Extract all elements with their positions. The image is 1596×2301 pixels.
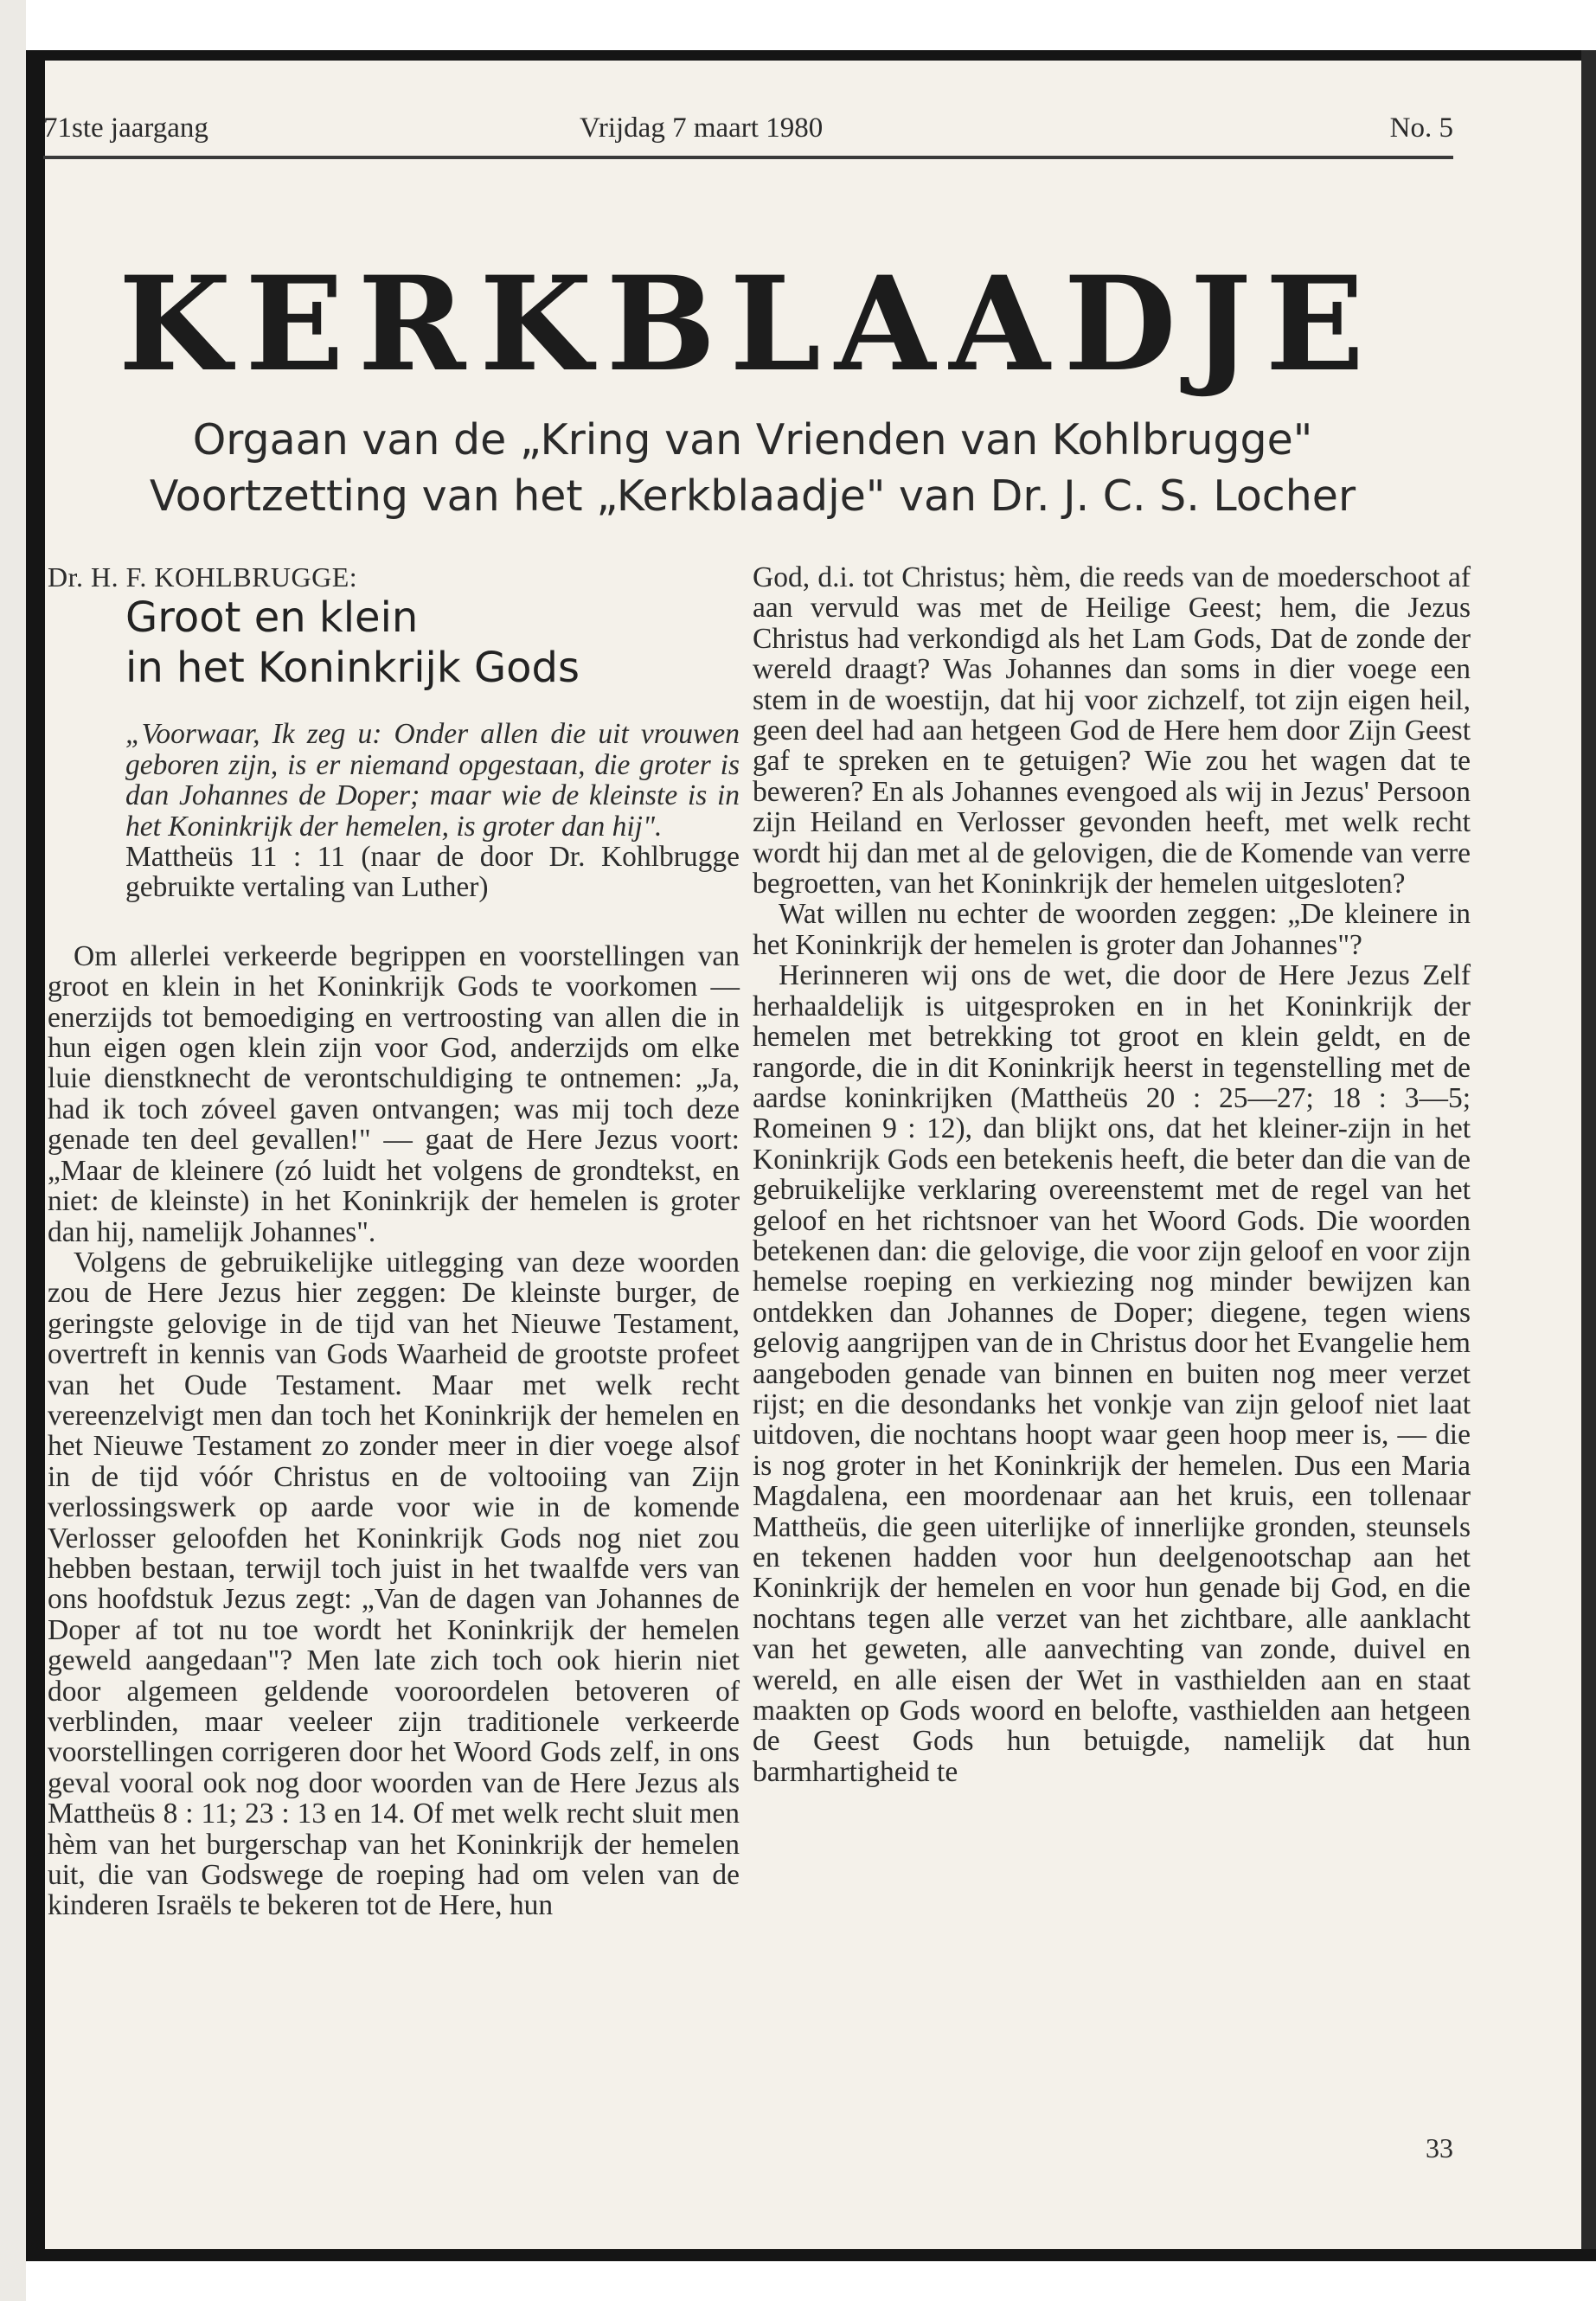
article-title [125,593,740,693]
scripture-quote [125,719,740,842]
scan-margin [0,0,26,2301]
scripture-citation-text: Mattheüs 11 : 11 (naar de door Dr. Kohlbrugge gebruikte vertaling van Luther) [125,841,740,904]
body-paragraph: Wat willen nu echter de woorden zeggen: „De kleinere in het Koninkrijk der hemelen is groter dan Johannes"? [753,898,1471,961]
article-title-line-2: in het Koninkrijk Gods [125,644,580,693]
body-paragraph: God, d.i. tot Christus; hèm, die reeds van de moederschoot af aan vervuld was met de Heilige Geest; hem, die Jezus Christus had verkondigd als het Lam Gods, Dat de zonde der wereld draagt? Was Johannes dan soms in dier voege een stem in de woestijn, dat hij voor zichzelf, tot zijn eigen heil, geen deel had aan hetgeen God de Here hem door Zijn Geest gaf te spreken en te getuigen? Wie zou het wagen dat te beweren? En als Johannes evengoed als wij in Jezus' Persoon zijn Heiland en Verlosser gevonden heeft, met welk recht wordt hij dan met al de gelovigen, die de Komende van verre begroetten, van het Koninkrijk der hemelen uitgesloten? [753,561,1471,901]
scan-border-bottom [26,2249,1596,2261]
masthead-subtitle-2: Voortzetting van het „Kerkblaadje" van Dr. J. C. S. Locher [149,471,1356,521]
scripture-quote-text: „Voorwaar, Ik zeg u: Onder allen die uit vrouwen geboren zijn, is er niemand opgestaan, die groter is dan Johannes de Doper; maar wie de kleinste is in het Koninkrijk der hemelen, is groter dan hij". [125,718,740,843]
article-column-right [753,562,1471,1787]
scripture-citation [125,842,740,903]
scan-border-right [1581,50,1596,2261]
scan-border-top [26,50,1596,61]
header-rule [43,156,1453,159]
masthead-subtitle-1: Orgaan van de „Kring van Vrienden van Kohlbrugge" [192,415,1313,465]
body-paragraph: Om allerlei verkeerde begrippen en voorstellingen van groot en klein in het Koninkrijk Gods te voorkomen — enerzijds tot bemoediging en vertroosting van allen die in hun eigen ogen klein zijn voor God, anderzijds om elke luie dienstknecht de verontschuldiging te ontnemen: „Ja, had ik toch zóveel gaven ontvangen; was mij toch deze genade ten deel gevallen!" — gaat de Here Jezus voort: „Maar de kleinere (zó luidt het volgens de grondtekst, en niet: de kleinste) in het Koninkrijk der hemelen is groter dan hij, namelijk Johannes". [48,939,740,1248]
masthead-title: KERKBLAADJE [118,248,1379,401]
issue-number: No. 5 [1389,112,1453,144]
issue-header [43,112,1453,156]
page-number: 33 [1426,2132,1453,2163]
body-paragraph: Herinneren wij ons de wet, die door de Here Jezus Zelf herhaaldelijk is uitgesproken en in het Koninkrijk der hemelen met betrekking tot groot en klein geldt, en de rangorde, die in dit Koninkrijk heerst in tegenstelling met de aardse koninkrijken (Mattheüs 20 : 25—27; 18 : 3—5; Romeinen 9 : 12), dan blijkt ons, dat het kleiner-zijn in het Koninkrijk Gods een betekenis heeft, die beter dan die van de gebruikelijke verklaring overeenstemt met de regel van het geloof en het richtsnoer van het Woord Gods. Die woorden betekenen dan: die gelovige, die voor zijn geloof en voor zijn hemelse roeping en verkiezing nog minder bewijzen kan ontdekken dan Johannes de Doper; diegene, tegen wiens gelovig aangrijpen van de in Christus door het Evangelie hem aangeboden genade van binnen en buiten nog meer verzet rijst; en die desondanks het vonkje van zijn geloof niet laat uitdoven, die nochtans hoopt waar geen hoop meer is, — die is nog groter in het Koninkrijk der hemelen. Dus een Maria Magdalena, een moordenaar aan het kruis, een tollenaar Mattheüs, die geen uiterlijke of innerlijke gronden, steunsels en tekenen hadden voor hun deelgenootschap aan het Koninkrijk der hemelen en voor hun genade bij God, en die nochtans tegen alle verzet van het zichtbare, alle aanklacht van het geweten, alle aanvechting van zonde, duivel en wereld, en alle eisen der Wet in vasthielden aan en staat maakten op Gods woord en belofte, vasthielden aan hetgeen de Geest Gods hun betuigde, namelijk dat hun barmhartigheid te [753,959,1471,1788]
volume-label: 71ste jaargang [43,112,208,144]
body-paragraph: Volgens de gebruikelijke uitlegging van deze woorden zou de Here Jezus hier zeggen: De kleinste burger, de geringste gelovige in de tijd van het Nieuwe Testament, overtreft in kennis van Gods Waarheid de grootste profeet van het Oude Testament. Maar met welk recht vereenzelvigt men dan toch het Koninkrijk der hemelen en het Nieuwe Testament zo zonder meer in dier voege alsof in de tijd vóór Christus en de voltooiing van Zijn verlossingswerk op aarde voor wie in de komende Verlosser geloofden het Koninkrijk Gods nog niet zou hebben bestaan, terwijl toch juist in het twaalfde vers van ons hoofdstuk Jezus zegt: „Van de dagen van Johannes de Doper af tot nu toe wordt het Koninkrijk der hemelen geweld aangedaan"? Men late zich toch ook hierin niet door algemeen geldende vooroordelen betoveren of verblinden, maar veeleer zijn traditionele verkeerde voorstellingen corrigeren door het Woord Gods zelf, in ons geval vooral ook nog door woorden van de Here Jezus als Mattheüs 8 : 11; 23 : 13 en 14. Of met welk recht sluit men hèm van het burgerschap van het Koninkrijk der hemelen uit, die van Godswege de roeping had om velen van de kinderen Israëls te bekeren tot de Here, hun [48,1246,740,1922]
article-column-left [48,562,740,1921]
article-title-line-1: Groot en klein [125,593,419,643]
issue-date: Vrijdag 7 maart 1980 [580,112,824,144]
article-author: Dr. H. F. KOHLBRUGGE: [48,561,358,593]
